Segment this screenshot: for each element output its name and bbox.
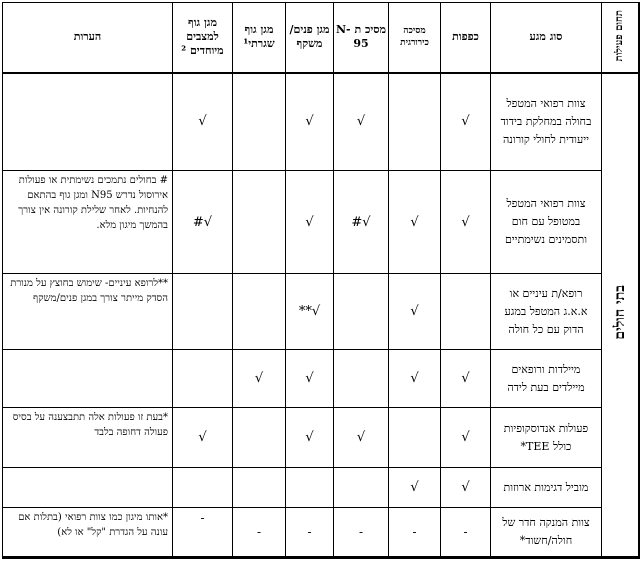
cell-face-shield: √ <box>286 73 334 171</box>
cell-gown <box>233 468 286 508</box>
cell-face-shield: √ <box>286 350 334 408</box>
cell-n95 <box>334 350 389 408</box>
cell-gloves: √ <box>441 73 491 171</box>
table-row <box>3 508 639 558</box>
cell-special-gown <box>173 468 233 508</box>
cell-n95: √ <box>334 73 389 171</box>
cell-surgical-mask: √ <box>389 350 441 408</box>
cell-surgical-mask <box>389 408 441 468</box>
cell-gloves: √ <box>441 171 491 274</box>
cell-face-shield: √ <box>286 408 334 468</box>
table-row <box>3 73 639 171</box>
table-row <box>3 350 639 408</box>
cell-surgical-mask <box>389 73 441 171</box>
table-row <box>3 468 639 508</box>
cell-notes: *אותו מיגון כמו צוות רפואי (בתלות אם עונה על הגדרת "קל" או לא) <box>3 508 173 558</box>
row-type: פעולות אנדוסקופיות כולל TEE* <box>491 408 602 468</box>
header-gown: מגן גוף שגרתי¹ <box>233 3 286 73</box>
cell-notes: **לרופא עיניים- שימוש בחוצץ על מנורת הסדק מייתר צורך במגן פנים/משקף <box>3 274 173 350</box>
cell-surgical-mask: √ <box>389 171 441 274</box>
header-surgical-mask: מסיכה כירורגית <box>389 3 441 73</box>
table-row <box>3 408 639 468</box>
cell-special-gown: √ <box>173 408 233 468</box>
cell-notes: # בחולים נתמכים נשימתית או פעולות אירוסול נדרש N95 ומגן גוף בהתאם להנחיות. לאחר שלילת קורונה אין צורך בהמשך מיגון מלא. <box>3 171 173 274</box>
cell-gloves: - <box>441 508 491 558</box>
cell-notes: *בעת זו פעולות אלה תתבצענה על בסיס פעולה דחופה בלבד <box>3 408 173 468</box>
cell-face-shield: √ <box>286 171 334 274</box>
cell-special-gown: √ <box>173 73 233 171</box>
ppe-table <box>2 2 640 559</box>
table-row <box>3 171 639 274</box>
header-row <box>3 3 639 73</box>
row-type: מוביל דגימות ארוזות <box>491 468 602 508</box>
cell-n95: - <box>334 508 389 558</box>
cell-surgical-mask: - <box>389 508 441 558</box>
row-type: צוות רפואי המטפל במטופל עם חום ותסמינים נשימתיים <box>491 171 602 274</box>
header-face-shield: מגן פנים/ משקף <box>286 3 334 73</box>
cell-face-shield: √** <box>286 274 334 350</box>
header-gloves: כפפות <box>441 3 491 73</box>
cell-gloves: √ <box>441 468 491 508</box>
header-notes: הערות <box>3 3 173 73</box>
header-type: סוג מגע <box>491 3 602 73</box>
header-n95: מסיכ ת N- 95 <box>334 3 389 73</box>
row-type: מיילדות ורופאים מיילדים בעת לידה <box>491 350 602 408</box>
header-area: תחום פעילות <box>602 3 639 73</box>
cell-n95 <box>334 468 389 508</box>
cell-notes <box>3 73 173 171</box>
cell-n95: √# <box>334 171 389 274</box>
cell-n95: √ <box>334 408 389 468</box>
cell-gown: - <box>233 508 286 558</box>
row-type: רופא/ת עיניים או א.א.ג המטפל במגע הדוק עם כל חולה <box>491 274 602 350</box>
row-type: צוות רפואי המטפל בחולה במחלקת בידוד ייעודית לחולי קורונה <box>491 73 602 171</box>
cell-special-gown <box>173 350 233 408</box>
cell-gloves: √ <box>441 408 491 468</box>
cell-gown <box>233 408 286 468</box>
cell-gown: √ <box>233 350 286 408</box>
cell-special-gown: - <box>173 508 233 558</box>
cell-face-shield <box>286 468 334 508</box>
row-type: צוות המנקה חדר של חולה/חשוד* <box>491 508 602 558</box>
cell-gloves: √ <box>441 350 491 408</box>
cell-notes <box>3 350 173 408</box>
cell-notes <box>3 468 173 508</box>
cell-gown <box>233 274 286 350</box>
cell-surgical-mask: √ <box>389 468 441 508</box>
cell-special-gown: √# <box>173 171 233 274</box>
area-cell: בתי חולים <box>602 73 639 558</box>
cell-gown <box>233 171 286 274</box>
cell-gloves <box>441 274 491 350</box>
table-row <box>3 274 639 350</box>
cell-special-gown <box>173 274 233 350</box>
cell-n95 <box>334 274 389 350</box>
cell-gown <box>233 73 286 171</box>
cell-face-shield: - <box>286 508 334 558</box>
header-special-gown: מגן גוף למצבים מיוחדים ² <box>173 3 233 73</box>
cell-surgical-mask: √ <box>389 274 441 350</box>
